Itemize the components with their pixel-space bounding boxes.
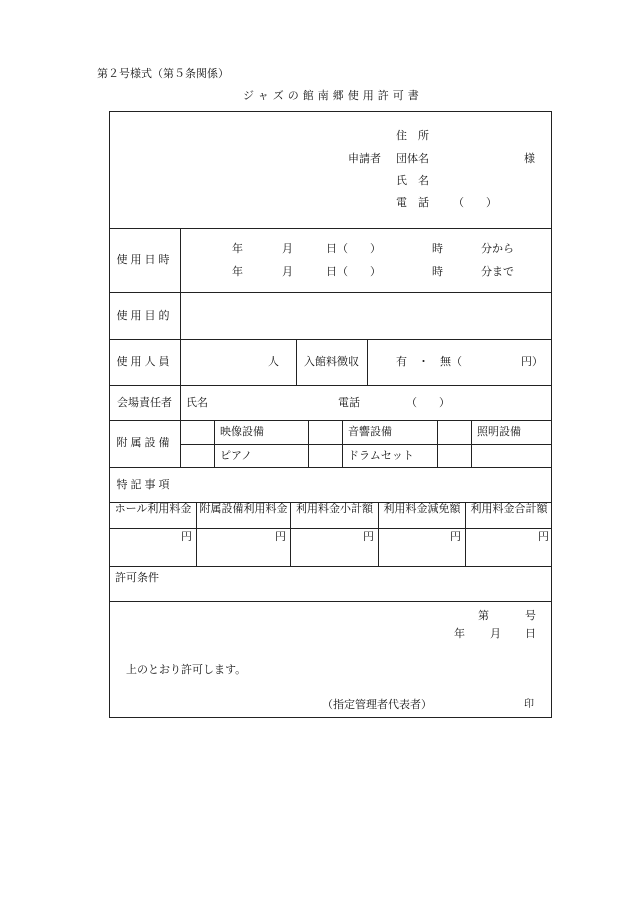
fee-yen-reduction: 円 bbox=[450, 530, 461, 543]
end-minute-until: 分まで bbox=[481, 265, 514, 278]
seal-mark: 印 bbox=[524, 699, 534, 710]
fee-yen-equipment: 円 bbox=[275, 530, 286, 543]
end-hour: 時 bbox=[432, 265, 443, 278]
equipment-label: 附属設備 bbox=[116, 436, 173, 449]
admission-fee-label: 入館料徴収 bbox=[304, 355, 359, 368]
start-day-weekday: 日（ ） bbox=[326, 242, 381, 255]
equipment-audio: 音響設備 bbox=[348, 425, 392, 438]
column-divider bbox=[437, 420, 438, 467]
start-year: 年 bbox=[232, 242, 243, 255]
fee-header-subtotal: 利用料金小計額 bbox=[296, 503, 373, 515]
fee-header-total: 利用料金合計額 bbox=[470, 503, 548, 515]
permit-number-gou: 号 bbox=[525, 609, 536, 622]
permit-number-dai: 第 bbox=[478, 609, 489, 622]
row-divider bbox=[109, 292, 552, 293]
venue-manager-label: 会場責任者 bbox=[117, 396, 172, 409]
permit-day: 日 bbox=[525, 627, 536, 640]
row-divider bbox=[109, 601, 552, 602]
applicant-phone-label: 電 話 bbox=[396, 196, 429, 209]
special-notes-label: 特記事項 bbox=[116, 478, 173, 491]
fee-yen-subtotal: 円 bbox=[363, 530, 374, 543]
applicant-label: 申請者 bbox=[348, 152, 381, 165]
row-divider bbox=[109, 528, 552, 529]
row-divider bbox=[180, 444, 552, 445]
fee-header-equipment: 附属設備利用料金 bbox=[199, 503, 288, 515]
column-divider bbox=[471, 420, 472, 467]
people-unit: 人 bbox=[268, 355, 279, 368]
row-divider bbox=[109, 566, 552, 567]
honorific-sama: 様 bbox=[524, 152, 535, 165]
applicant-name-label: 氏 名 bbox=[396, 174, 429, 187]
row-divider bbox=[109, 420, 552, 421]
fee-header-hall: ホール利用料金 bbox=[114, 503, 192, 515]
address-label: 住 所 bbox=[396, 129, 429, 142]
permit-statement: 上のとおり許可します。 bbox=[126, 663, 247, 676]
designated-manager-representative: （指定管理者代表者） bbox=[322, 698, 432, 711]
document-title: ジャズの館南郷使用許可書 bbox=[243, 89, 423, 102]
permit-month: 月 bbox=[490, 627, 501, 640]
admission-yes-no: 有 ・ 無（ bbox=[396, 355, 462, 368]
manager-name-label: 氏名 bbox=[186, 396, 208, 409]
usage-purpose-label: 使用目的 bbox=[116, 309, 173, 322]
column-divider bbox=[308, 420, 309, 467]
end-month: 月 bbox=[282, 265, 293, 278]
manager-phone-area-code: （ ） bbox=[406, 396, 450, 409]
group-name-label: 団体名 bbox=[396, 152, 429, 165]
form-number: 第２号様式（第５条関係） bbox=[97, 67, 229, 80]
column-divider bbox=[465, 502, 466, 566]
equipment-lighting: 照明設備 bbox=[477, 425, 521, 438]
column-divider bbox=[342, 420, 343, 467]
start-hour: 時 bbox=[432, 242, 443, 255]
start-month: 月 bbox=[282, 242, 293, 255]
permit-year: 年 bbox=[454, 627, 465, 640]
column-divider bbox=[180, 228, 181, 467]
manager-phone-label: 電話 bbox=[338, 396, 360, 409]
column-divider bbox=[214, 420, 215, 467]
column-divider bbox=[367, 339, 368, 385]
permit-conditions-label: 許可条件 bbox=[115, 571, 159, 584]
row-divider bbox=[109, 339, 552, 340]
row-divider bbox=[109, 467, 552, 468]
row-divider bbox=[109, 228, 552, 229]
usage-datetime-label: 使用日時 bbox=[116, 253, 173, 266]
column-divider bbox=[378, 502, 379, 566]
equipment-video: 映像設備 bbox=[220, 425, 264, 438]
usage-people-label: 使用人員 bbox=[116, 355, 173, 368]
column-divider bbox=[196, 502, 197, 566]
equipment-piano: ピアノ bbox=[220, 449, 253, 462]
row-divider bbox=[109, 385, 552, 386]
fee-yen-total: 円 bbox=[538, 530, 549, 543]
equipment-drum-set: ドラムセット bbox=[348, 449, 414, 462]
applicant-phone-area-code: （ ） bbox=[453, 196, 497, 209]
start-minute-from: 分から bbox=[481, 242, 514, 255]
end-day-weekday: 日（ ） bbox=[326, 265, 381, 278]
admission-yen: 円） bbox=[521, 355, 543, 368]
fee-yen-hall: 円 bbox=[181, 530, 192, 543]
fee-header-reduction: 利用料金減免額 bbox=[383, 503, 461, 515]
column-divider bbox=[290, 502, 291, 566]
end-year: 年 bbox=[232, 265, 243, 278]
